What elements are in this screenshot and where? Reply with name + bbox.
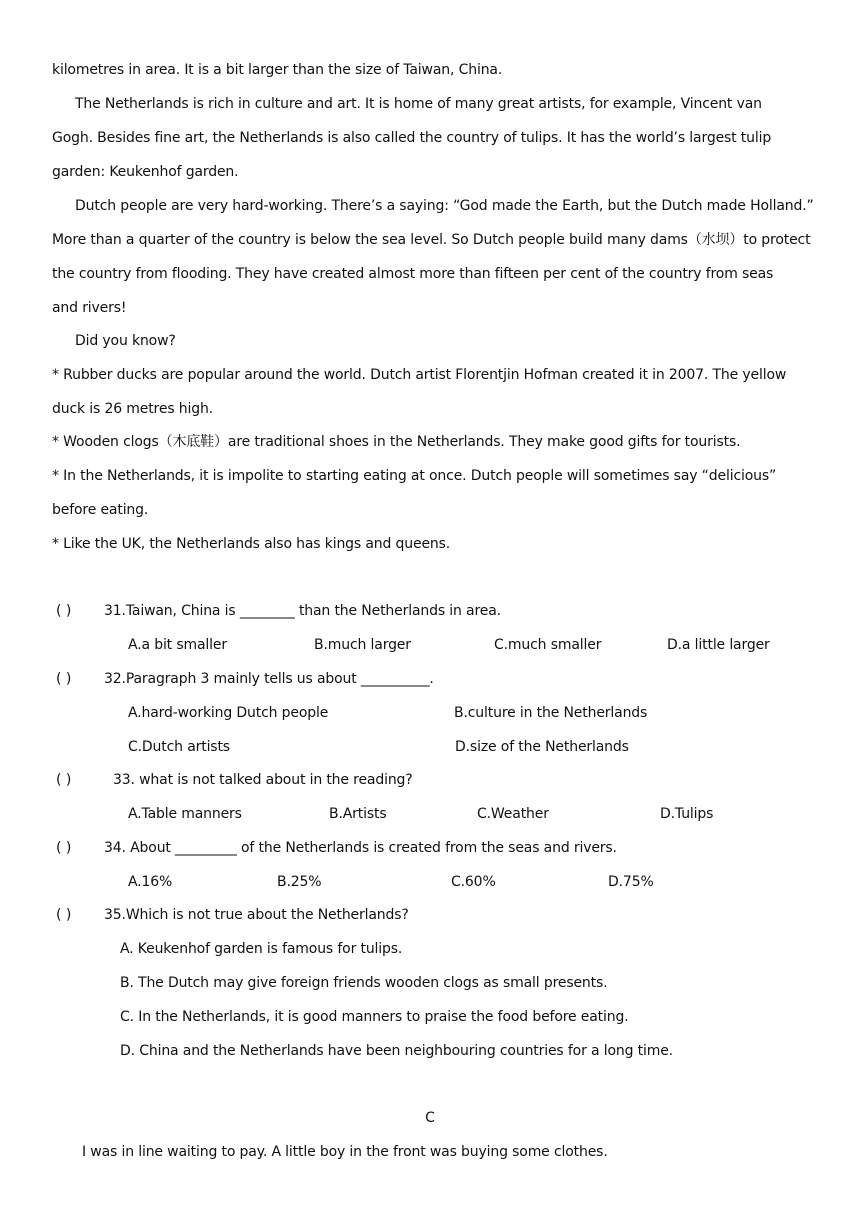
answer-bracket[interactable]: ( ) xyxy=(56,603,72,619)
question-stem: 31.Taiwan, China is ________ than the Netherlands in area. xyxy=(104,603,501,619)
option-b[interactable]: B.culture in the Netherlands xyxy=(454,705,648,721)
option-a[interactable]: A.hard-working Dutch people xyxy=(128,705,329,721)
question-stem: 34. About _________ of the Netherlands is created from the seas and rivers. xyxy=(104,840,617,856)
option-c[interactable]: C.Dutch artists xyxy=(128,739,230,755)
option-c[interactable]: C.much smaller xyxy=(494,637,602,653)
option-c[interactable]: C.Weather xyxy=(477,806,549,822)
section-heading: C xyxy=(425,1110,435,1126)
passage-line: before eating. xyxy=(52,502,149,518)
option-b[interactable]: B.Artists xyxy=(329,806,387,822)
option-a[interactable]: A. Keukenhof garden is famous for tulips. xyxy=(120,941,403,957)
option-a[interactable]: A.a bit smaller xyxy=(128,637,227,653)
passage-line: * Like the UK, the Netherlands also has kings and queens. xyxy=(52,536,451,552)
option-c[interactable]: C.60% xyxy=(451,874,496,890)
passage-line: duck is 26 metres high. xyxy=(52,401,213,417)
answer-bracket[interactable]: ( ) xyxy=(56,840,72,856)
option-d[interactable]: D.a little larger xyxy=(667,637,770,653)
option-b[interactable]: B. The Dutch may give foreign friends wooden clogs as small presents. xyxy=(120,975,608,991)
answer-bracket[interactable]: ( ) xyxy=(56,907,72,923)
question-stem: 35.Which is not true about the Netherlands? xyxy=(104,907,409,923)
question-stem: 33. what is not talked about in the reading? xyxy=(113,772,413,788)
passage-line: * In the Netherlands, it is impolite to starting eating at once. Dutch people will sometimes say “delicious” xyxy=(52,468,777,484)
passage-line: * Rubber ducks are popular around the world. Dutch artist Florentjin Hofman created it in 2007. The yellow xyxy=(52,367,787,383)
option-b[interactable]: B.much larger xyxy=(314,637,411,653)
passage-line: * Wooden clogs（木底鞋）are traditional shoes in the Netherlands. They make good gifts for tourists. xyxy=(52,434,741,450)
option-a[interactable]: A.16% xyxy=(128,874,173,890)
passage-line: Gogh. Besides fine art, the Netherlands is also called the country of tulips. It has the world’s largest tulip xyxy=(52,130,772,146)
passage-line: Dutch people are very hard-working. There’s a saying: “God made the Earth, but the Dutch made Holland.” xyxy=(75,198,814,214)
option-c[interactable]: C. In the Netherlands, it is good manners to praise the food before eating. xyxy=(120,1009,629,1025)
passage-line: Did you know? xyxy=(75,333,176,349)
passage-line: garden: Keukenhof garden. xyxy=(52,164,239,180)
option-d[interactable]: D.75% xyxy=(608,874,654,890)
option-a[interactable]: A.Table manners xyxy=(128,806,242,822)
passage-line: The Netherlands is rich in culture and art. It is home of many great artists, for example, Vincent van xyxy=(75,96,762,112)
answer-bracket[interactable]: ( ) xyxy=(56,671,72,687)
answer-bracket[interactable]: ( ) xyxy=(56,772,72,788)
passage-line: and rivers! xyxy=(52,300,127,316)
option-d[interactable]: D.size of the Netherlands xyxy=(455,739,629,755)
passage-line: kilometres in area. It is a bit larger than the size of Taiwan, China. xyxy=(52,62,503,78)
passage-line: the country from flooding. They have created almost more than fifteen per cent of the country from seas xyxy=(52,266,774,282)
option-d[interactable]: D. China and the Netherlands have been neighbouring countries for a long time. xyxy=(120,1043,673,1059)
option-b[interactable]: B.25% xyxy=(277,874,322,890)
question-stem: 32.Paragraph 3 mainly tells us about __________. xyxy=(104,671,434,687)
passage-line: I was in line waiting to pay. A little boy in the front was buying some clothes. xyxy=(82,1144,608,1160)
passage-line: More than a quarter of the country is below the sea level. So Dutch people build many dams（水坝）to protect xyxy=(52,232,811,248)
option-d[interactable]: D.Tulips xyxy=(660,806,714,822)
